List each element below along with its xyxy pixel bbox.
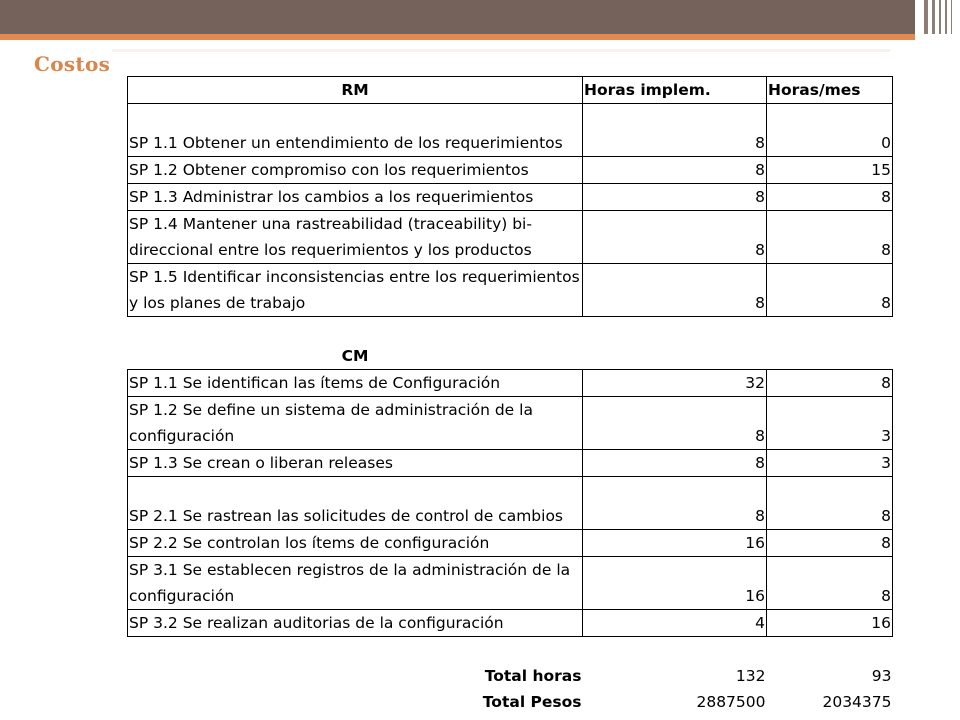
rm-header: RM <box>128 77 583 104</box>
row-horas: 8 <box>583 264 767 317</box>
row-mes: 8 <box>767 530 893 557</box>
spacer-row <box>128 317 893 344</box>
row-horas: 8 <box>583 157 767 184</box>
costs-table <box>127 76 893 715</box>
table-row <box>128 450 893 477</box>
row-mes: 3 <box>767 450 893 477</box>
row-horas: 8 <box>583 184 767 211</box>
total-horas-mes: 93 <box>871 667 892 685</box>
row-mes: 15 <box>767 157 893 184</box>
total-horas-row <box>128 663 893 689</box>
cm-header: CM <box>341 347 369 365</box>
table-row <box>128 477 893 530</box>
row-mes: 8 <box>767 211 893 264</box>
row-mes: 8 <box>767 184 893 211</box>
row-label: SP 1.3 Administrar los cambios a los requerimientos <box>128 184 583 211</box>
table-row <box>128 610 893 637</box>
row-horas: 8 <box>583 104 767 157</box>
row-horas: 4 <box>583 610 767 637</box>
row-mes: 3 <box>767 397 893 450</box>
table-row <box>128 157 893 184</box>
row-horas: 8 <box>583 397 767 450</box>
row-mes: 8 <box>767 264 893 317</box>
table-row <box>128 370 893 397</box>
table-row <box>128 184 893 211</box>
horas-mes-header: Horas/mes <box>767 77 893 104</box>
total-pesos-implem: 2887500 <box>696 693 766 711</box>
row-label: SP 2.2 Se controlan los ítems de configuración <box>128 530 583 557</box>
header-accent-stripe <box>0 34 915 40</box>
row-horas: 8 <box>583 450 767 477</box>
spacer-row <box>128 637 893 664</box>
table-row <box>128 211 893 264</box>
table-row <box>128 104 893 157</box>
slide-title: Costos <box>34 52 111 76</box>
row-label: SP 2.1 Se rastrean las solicitudes de control de cambios <box>128 477 583 530</box>
row-horas: 16 <box>583 530 767 557</box>
row-label: SP 1.2 Obtener compromiso con los requerimientos <box>128 157 583 184</box>
total-pesos-mes: 2034375 <box>822 693 892 711</box>
row-mes: 0 <box>767 104 893 157</box>
row-mes: 16 <box>767 610 893 637</box>
row-label: SP 1.4 Mantener una rastreabilidad (traceability) bi-direccional entre los requerimientos y los productos <box>128 211 583 264</box>
row-label: SP 3.2 Se realizan auditorias de la configuración <box>128 610 583 637</box>
table-row <box>128 530 893 557</box>
row-horas: 32 <box>583 370 767 397</box>
rm-header-row <box>128 77 893 104</box>
horas-implem-header: Horas implem. <box>583 77 767 104</box>
row-label: SP 3.1 Se establecen registros de la administración de la configuración <box>128 557 583 610</box>
header-divider <box>112 49 890 52</box>
total-horas-implem: 132 <box>735 667 766 685</box>
row-mes: 8 <box>767 557 893 610</box>
total-pesos-label: Total Pesos <box>482 693 582 711</box>
row-mes: 8 <box>767 370 893 397</box>
row-horas: 8 <box>583 211 767 264</box>
total-horas-label: Total horas <box>484 667 582 685</box>
row-label: SP 1.1 Se identifican las ítems de Configuración <box>128 370 583 397</box>
row-label: SP 1.1 Obtener un entendimiento de los requerimientos <box>128 104 583 157</box>
total-pesos-row <box>128 689 893 715</box>
table-row <box>128 264 893 317</box>
row-label: SP 1.3 Se crean o liberan releases <box>128 450 583 477</box>
table-row <box>128 557 893 610</box>
cm-header-row <box>128 343 893 370</box>
table-row <box>128 397 893 450</box>
row-label: SP 1.2 Se define un sistema de administración de la configuración <box>128 397 583 450</box>
row-horas: 8 <box>583 477 767 530</box>
row-mes: 8 <box>767 477 893 530</box>
header-band <box>0 0 915 34</box>
row-horas: 16 <box>583 557 767 610</box>
row-label: SP 1.5 Identificar inconsistencias entre los requerimientos y los planes de trabajo <box>128 264 583 317</box>
decorative-edge-lines <box>918 0 960 34</box>
